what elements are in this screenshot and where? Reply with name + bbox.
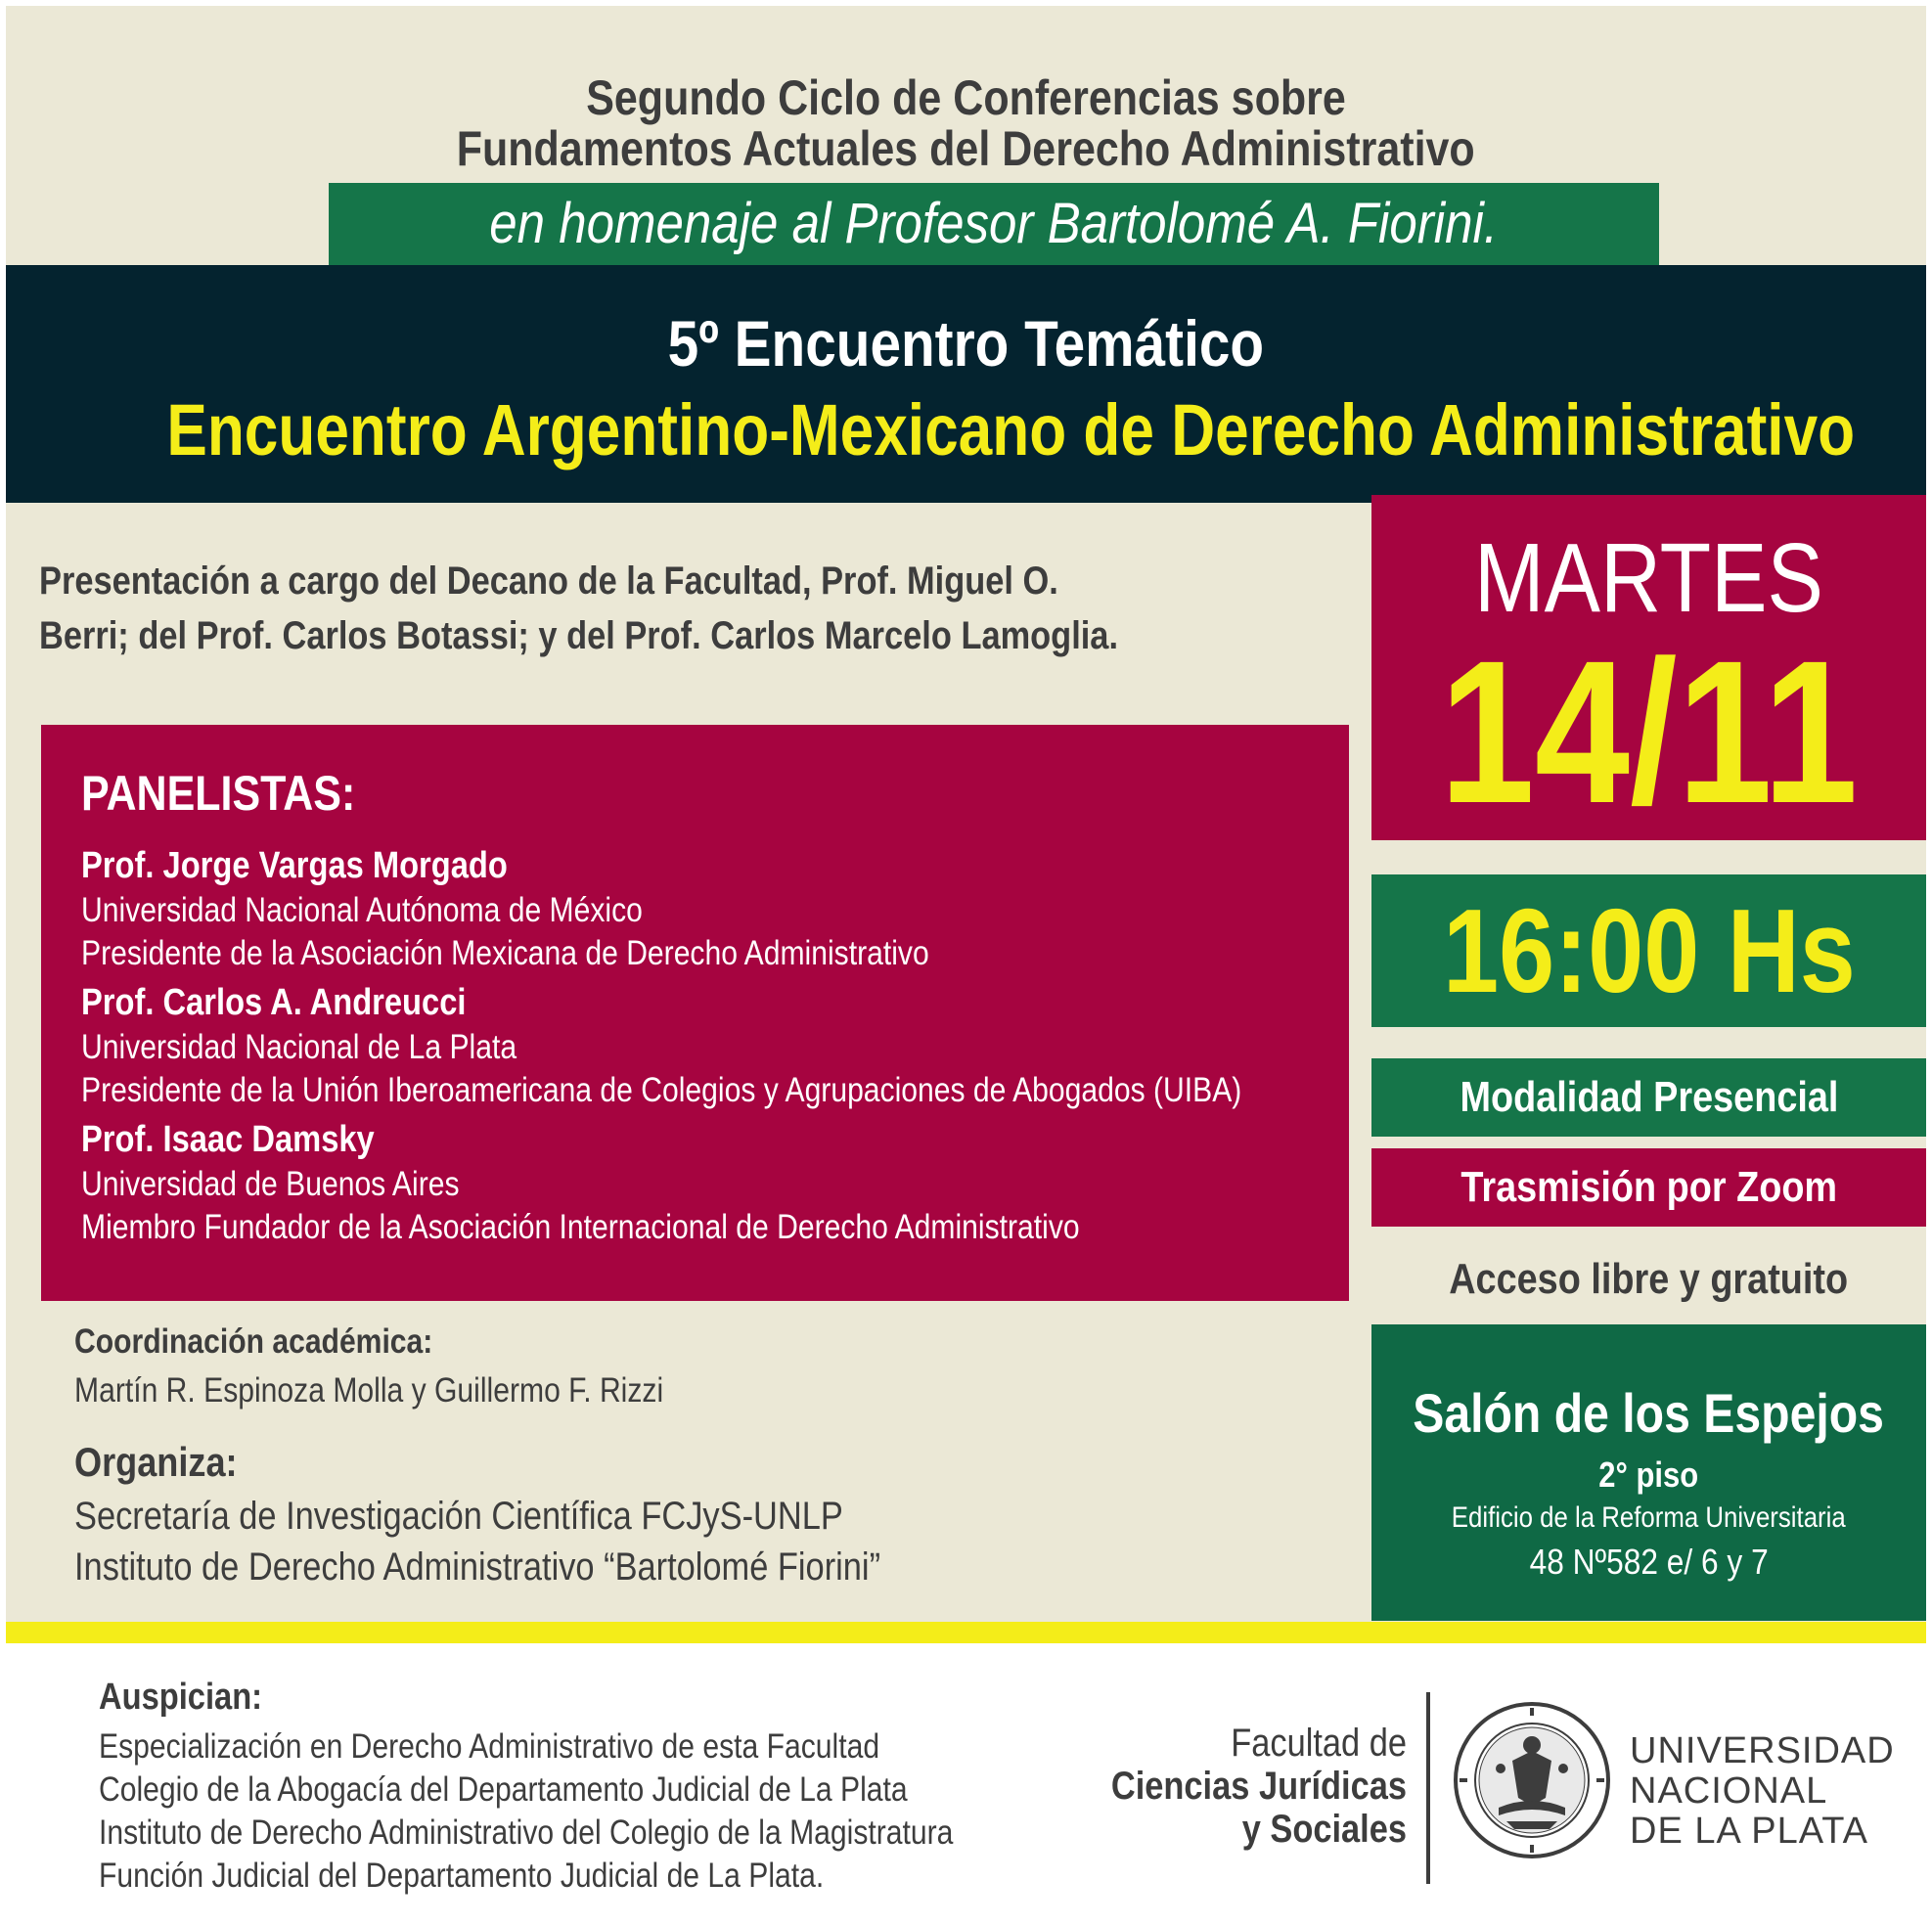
unlp-seal-icon <box>1452 1700 1612 1860</box>
panelist-name: Prof. Isaac Damsky <box>81 1119 375 1160</box>
organiza-item: Secretaría de Investigación Científica FCJyS-UNLP <box>74 1495 843 1538</box>
panelistas-title: PANELISTAS: <box>81 766 356 821</box>
event-date-text: 14/11 <box>1439 619 1859 846</box>
presentacion-line-2: Berri; del Prof. Carlos Botassi; y del Prof. Carlos Marcelo Lamoglia. <box>39 614 1119 657</box>
modalidad-text <box>1371 1058 1926 1137</box>
coordinacion-value: Martín R. Espinoza Molla y Guillermo F. Rizzi <box>74 1371 664 1410</box>
date-box <box>1371 495 1926 846</box>
yellow-divider <box>6 1622 1926 1643</box>
presentacion <box>39 554 1330 663</box>
panelistas-panel <box>41 725 1349 1301</box>
facultad-line-3: y Sociales <box>1241 1808 1407 1851</box>
homenaje-banner <box>329 183 1659 265</box>
time-box <box>1371 874 1926 1027</box>
universidad-line-1: UNIVERSIDAD <box>1630 1730 1895 1771</box>
header-line-2-text: Fundamentos Actuales del Derecho Administrativo <box>457 121 1475 176</box>
zoom-label: Trasmisión por Zoom <box>1460 1163 1837 1211</box>
encuentro-number <box>6 304 1926 382</box>
panelist-role: Miembro Fundador de la Asociación Internacional de Derecho Administrativo <box>81 1208 1080 1246</box>
auspician-label: Auspician: <box>99 1677 263 1718</box>
modalidad-box <box>1371 1058 1926 1137</box>
facultad-logo <box>1043 1722 1407 1851</box>
header-line-1 <box>6 70 1926 125</box>
panelist-affiliation: Universidad de Buenos Aires <box>81 1165 460 1203</box>
salon-edificio <box>1371 1499 1926 1538</box>
organiza-item: Instituto de Derecho Administrativo “Bartolomé Fiorini” <box>74 1545 881 1589</box>
event-time <box>1371 874 1926 1027</box>
universidad-line-3: DE LA PLATA <box>1630 1811 1869 1852</box>
event-day <box>1371 524 1926 632</box>
coordinacion-label: Coordinación académica: <box>74 1322 433 1361</box>
universidad-logo <box>1630 1731 1895 1852</box>
salon-edificio-text: Edificio de la Reforma Universitaria <box>1452 1501 1846 1534</box>
panelist-name: Prof. Jorge Vargas Morgado <box>81 845 508 886</box>
homenaje-label: en homenaje al Profesor Bartolomé A. Fiorini. <box>489 192 1499 255</box>
salon-piso-text: 2° piso <box>1598 1455 1699 1495</box>
event-time-text: 16:00 Hs <box>1442 884 1856 1017</box>
header-line-1-text: Segundo Ciclo de Conferencias sobre <box>586 70 1346 125</box>
universidad-line-2: NACIONAL <box>1630 1770 1828 1812</box>
panelist-affiliation: Universidad Nacional Autónoma de México <box>81 891 643 929</box>
salon-direccion <box>1371 1540 1926 1585</box>
event-day-text: MARTES <box>1474 523 1823 633</box>
salon-box <box>1371 1324 1926 1621</box>
auspician-item: Especialización en Derecho Administrativo de esta Facultad <box>99 1727 880 1766</box>
footer <box>6 1643 1926 1919</box>
panelist-name: Prof. Carlos A. Andreucci <box>81 982 467 1023</box>
salon-name <box>1371 1381 1926 1446</box>
poster <box>6 6 1926 1919</box>
acceso-text <box>1371 1240 1926 1319</box>
event-date <box>1371 619 1926 846</box>
acceso-label: Acceso libre y gratuito <box>1449 1255 1849 1303</box>
auspician-item: Instituto de Derecho Administrativo del Colegio de la Magistratura <box>99 1813 954 1852</box>
modalidad-label: Modalidad Presencial <box>1460 1073 1838 1121</box>
encuentro-title <box>6 386 1926 474</box>
salon-piso <box>1371 1454 1926 1497</box>
zoom-box <box>1371 1148 1926 1227</box>
encuentro-number-text: 5º Encuentro Temático <box>667 307 1265 380</box>
organiza-label: Organiza: <box>74 1439 238 1485</box>
facultad-line-1: Facultad de <box>1231 1722 1407 1765</box>
auspician-item: Función Judicial del Departamento Judicial de La Plata. <box>99 1857 825 1895</box>
logo-divider <box>1426 1692 1430 1884</box>
panelist-role: Presidente de la Unión Iberoamericana de Colegios y Agrupaciones de Abogados (UIBA) <box>81 1071 1242 1109</box>
panelist-role: Presidente de la Asociación Mexicana de Derecho Administrativo <box>81 934 929 972</box>
encuentro-banner <box>6 265 1926 503</box>
header-line-2 <box>6 121 1926 176</box>
salon-direccion-text: 48 Nº582 e/ 6 y 7 <box>1529 1542 1769 1582</box>
presentacion-line-1: Presentación a cargo del Decano de la Facultad, Prof. Miguel O. <box>39 560 1058 603</box>
panelist-affiliation: Universidad Nacional de La Plata <box>81 1028 517 1066</box>
auspician-item: Colegio de la Abogacía del Departamento Judicial de La Plata <box>99 1770 908 1809</box>
homenaje-text <box>329 183 1659 265</box>
zoom-text <box>1371 1148 1926 1227</box>
facultad-line-2: Ciencias Jurídicas <box>1110 1765 1407 1808</box>
salon-name-text: Salón de los Espejos <box>1413 1382 1885 1444</box>
encuentro-title-text: Encuentro Argentino-Mexicano de Derecho Administrativo <box>166 389 1856 470</box>
